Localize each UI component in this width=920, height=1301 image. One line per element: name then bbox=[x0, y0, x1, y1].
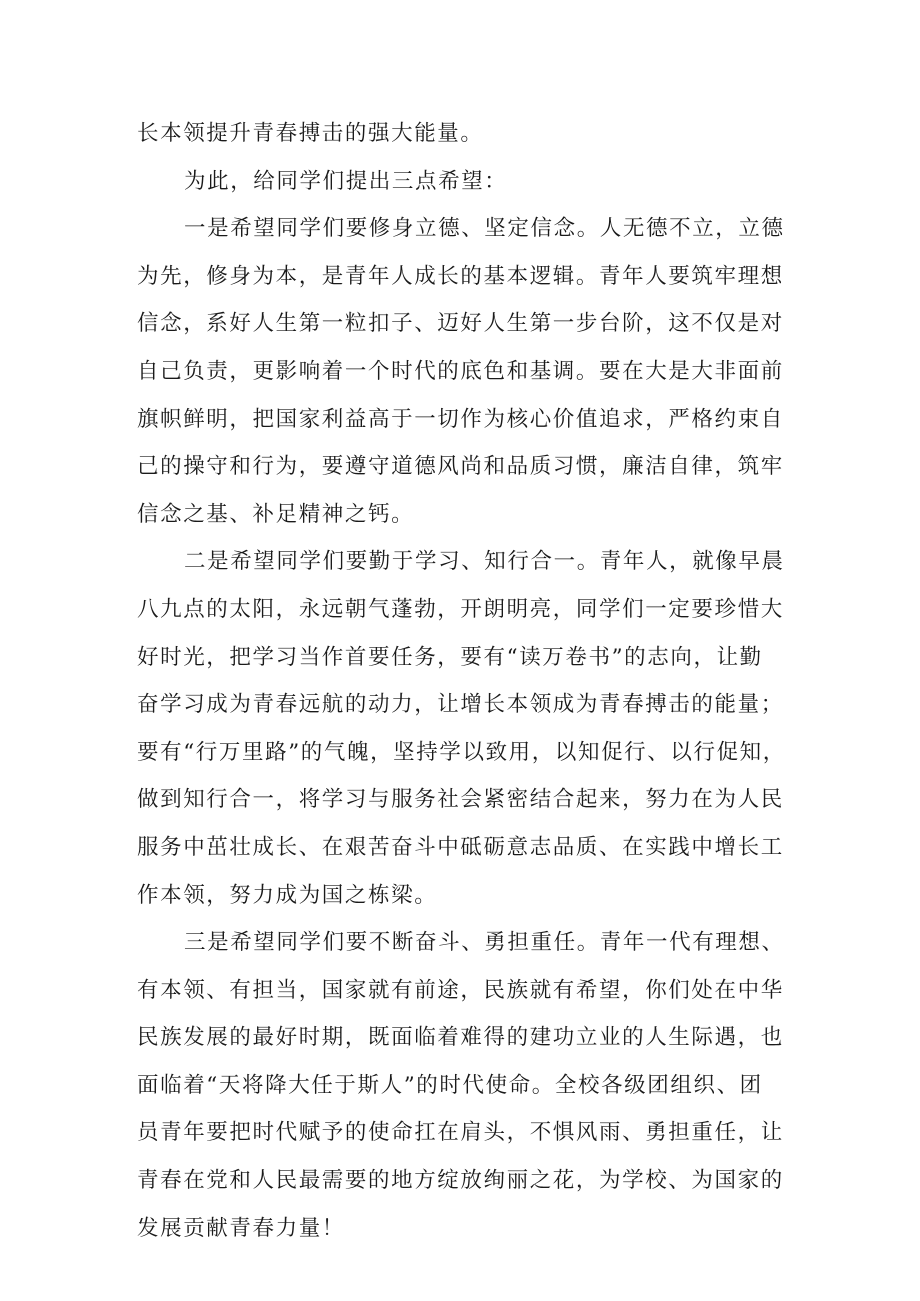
text-line: 八九点的太阳，永远朝气蓬勃，开朗明亮，同学们一定要珍惜大 bbox=[137, 596, 784, 622]
text-line: 有本领、有担当，国家就有前途，民族就有希望，你们处在中华 bbox=[137, 977, 784, 1003]
text-line: 信念，系好人生第一粒扣子、迈好人生第一步台阶，这不仅是对 bbox=[137, 311, 784, 337]
text-line: 为此，给同学们提出三点希望： bbox=[184, 168, 508, 194]
text-line: 好时光，把学习当作首要任务，要有“读万卷书”的志向，让勤 bbox=[137, 644, 763, 670]
text-line: 服务中茁壮成长、在艰苦奋斗中砥砺意志品质、在实践中增长工 bbox=[137, 834, 784, 860]
text-line: 旗帜鲜明，把国家利益高于一切作为核心价值追求，严格约束自 bbox=[137, 406, 784, 432]
text-line: 自己负责，更影响着一个时代的底色和基调。要在大是大非面前 bbox=[137, 358, 784, 384]
text-line: 信念之基、补足精神之钙。 bbox=[137, 501, 415, 527]
text-line: 民族发展的最好时期，既面临着难得的建功立业的人生际遇，也 bbox=[137, 1025, 784, 1051]
text-line: 为先，修身为本，是青年人成长的基本逻辑。青年人要筑牢理想 bbox=[137, 263, 784, 289]
text-line: 一是希望同学们要修身立德、坚定信念。人无德不立，立德 bbox=[184, 216, 785, 242]
text-line: 作本领，努力成为国之栋梁。 bbox=[137, 882, 438, 908]
paragraph-hope-2 bbox=[137, 538, 785, 919]
text-line: 要有“行万里路”的气魄，坚持学以致用，以知促行、以行促知， bbox=[137, 739, 786, 765]
text-line: 己的操守和行为，要遵守道德风尚和品质习惯，廉洁自律，筑牢 bbox=[137, 454, 784, 480]
paragraph-hope-3 bbox=[137, 919, 785, 1252]
paragraph-continuation bbox=[137, 110, 785, 158]
text-line: 发展贡献青春力量！ bbox=[137, 1215, 345, 1241]
text-line: 长本领提升青春搏击的强大能量。 bbox=[137, 121, 484, 146]
text-line: 做到知行合一，将学习与服务社会紧密结合起来，努力在为人民 bbox=[137, 787, 784, 813]
text-line: 二是希望同学们要勤于学习、知行合一。青年人，就像早晨 bbox=[184, 549, 785, 575]
paragraph-hope-1 bbox=[137, 205, 785, 538]
document-body bbox=[137, 110, 785, 1252]
paragraph-intro bbox=[137, 158, 785, 206]
text-line: 员青年要把时代赋予的使命扛在肩头，不惧风雨、勇担重任，让 bbox=[137, 1120, 784, 1146]
text-line: 奋学习成为青春远航的动力，让增长本领成为青春搏击的能量； bbox=[137, 692, 784, 718]
text-line: 青春在党和人民最需要的地方绽放绚丽之花，为学校、为国家的 bbox=[137, 1168, 784, 1194]
text-line: 面临着“天将降大任于斯人”的时代使命。全校各级团组织、团 bbox=[137, 1072, 763, 1098]
text-line: 三是希望同学们要不断奋斗、勇担重任。青年一代有理想、 bbox=[184, 930, 785, 956]
